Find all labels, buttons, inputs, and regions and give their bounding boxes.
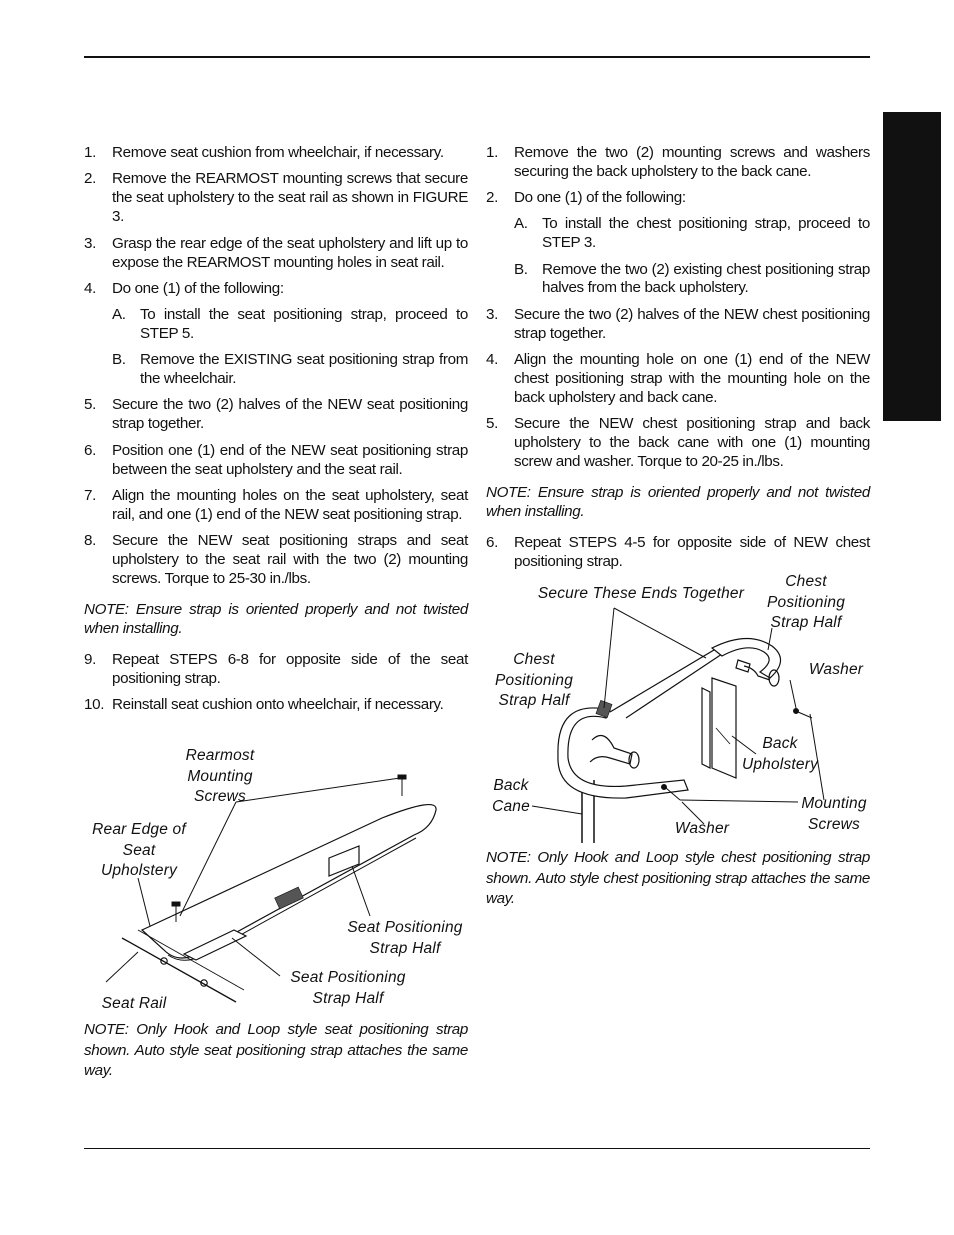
rearmost-screws-label: Rearmost Mounting Screws: [185, 747, 255, 805]
strap-orientation-note: NOTE: Ensure strap is oriented properly and not twisted when installing.: [486, 484, 870, 520]
strap-half-label-1: Seat Positioning Strap Half: [347, 919, 463, 957]
left-column: [84, 144, 468, 723]
chest-figure-note: NOTE: Only Hook and Loop style chest positioning strap shown. Auto style chest positioning strap attaches the same way.: [486, 849, 870, 907]
step-item: 8. Secure the NEW seat positioning straps and seat upholstery to the seat rail with the two (2) mounting screws. Torque to 25-30 in./lbs.: [84, 532, 468, 588]
sub-step-item: A. To install the chest positioning strap, proceed to STEP 3.: [514, 215, 870, 252]
step-item: 1. Remove seat cushion from wheelchair, if necessary.: [84, 144, 444, 161]
chest-strap-half-left-label: Chest Positioning Strap Half: [494, 651, 574, 709]
step-item: 4. Do one (1) of the following: A. To install the seat positioning strap, proceed to STEP 5. B. Remove the EXISTING seat positioning strap from the wheelchair.: [84, 279, 468, 388]
chest-strap-figure: [486, 568, 876, 918]
sub-steps: [514, 215, 870, 298]
step-item: 4. Align the mounting hole on one (1) end of the NEW chest positioning strap with the mounting hole on the back upholstery and back cane.: [486, 351, 870, 406]
washer-bottom-label: Washer: [674, 820, 730, 837]
step-item: 5. Secure the two (2) halves of the NEW seat positioning strap together.: [84, 396, 468, 433]
sub-steps: [112, 306, 468, 389]
footer-rule: [84, 1148, 870, 1149]
section-tab: [883, 112, 941, 421]
sub-step-item: A. To install the seat positioning strap, proceed to STEP 5.: [112, 305, 468, 342]
seat-rail-label: Seat Rail: [101, 995, 167, 1012]
step-item: 2. Do one (1) of the following: A. To install the chest positioning strap, proceed to STEP 3. B. Remove the two (2) existing chest positioning strap halves from the back upholstery.: [486, 189, 870, 297]
chest-strap-half-right-label: Chest Positioning Strap Half: [766, 573, 846, 631]
rear-edge-label: Rear Edge of Seat Upholstery: [92, 821, 186, 879]
strap-half-label-2: Seat Positioning Strap Half: [290, 969, 406, 1007]
step-item: 3. Grasp the rear edge of the seat upholstery and lift up to expose the REARMOST mounting holes in seat rail.: [84, 234, 468, 271]
step-item: 1. Remove the two (2) mounting screws and washers securing the back upholstery to the back cane.: [486, 144, 870, 180]
washer-top-label: Washer: [808, 661, 864, 678]
sub-step-item: B. Remove the two (2) existing chest positioning strap halves from the back upholstery.: [514, 260, 870, 297]
step-item: 7. Align the mounting holes on the seat upholstery, seat rail, and one (1) end of the NEW seat positioning strap.: [84, 487, 468, 523]
mounting-screws-label: Mounting Screws: [801, 795, 867, 833]
sub-step-item: B. Remove the EXISTING seat positioning strap from the wheelchair.: [112, 351, 468, 388]
seat-strap-steps-continued: [84, 651, 468, 715]
step-item: 3. Secure the two (2) halves of the NEW chest positioning strap together.: [486, 305, 870, 342]
chest-strap-steps: [486, 144, 870, 472]
back-upholstery-label: Back Upholstery: [741, 735, 819, 773]
seat-figure-note: NOTE: Only Hook and Loop style seat positioning strap shown. Auto style seat positioning strap attaches the same way.: [84, 1021, 468, 1079]
step-item: 2. Remove the REARMOST mounting screws that secure the seat upholstery to the seat rail as shown in FIGURE 3.: [84, 170, 468, 226]
step-item: 6. Position one (1) end of the NEW seat positioning strap between the seat upholstery and the seat rail.: [84, 441, 468, 478]
step-item: 6. Repeat STEPS 4-5 for opposite side of NEW chest positioning strap.: [486, 533, 870, 570]
step-item: 5. Secure the NEW chest positioning strap and back upholstery to the back cane with one (1) mounting screw and washer. Torque to 20-25 in./lbs.: [486, 415, 870, 471]
seat-strap-steps: [84, 144, 468, 589]
header-rule: [84, 56, 870, 58]
seat-strap-figure: [84, 740, 474, 1090]
secure-ends-label: Secure These Ends Together: [537, 585, 745, 602]
back-cane-label: Back Cane: [492, 777, 530, 815]
step-item: 9. Repeat STEPS 6-8 for opposite side of the seat positioning strap.: [84, 650, 468, 687]
right-column: [486, 144, 870, 579]
step-item: 10. Reinstall seat cushion onto wheelchair, if necessary.: [84, 696, 444, 714]
chest-strap-steps-continued: [486, 534, 870, 572]
strap-orientation-note: NOTE: Ensure strap is oriented properly and not twisted when installing.: [84, 601, 468, 638]
